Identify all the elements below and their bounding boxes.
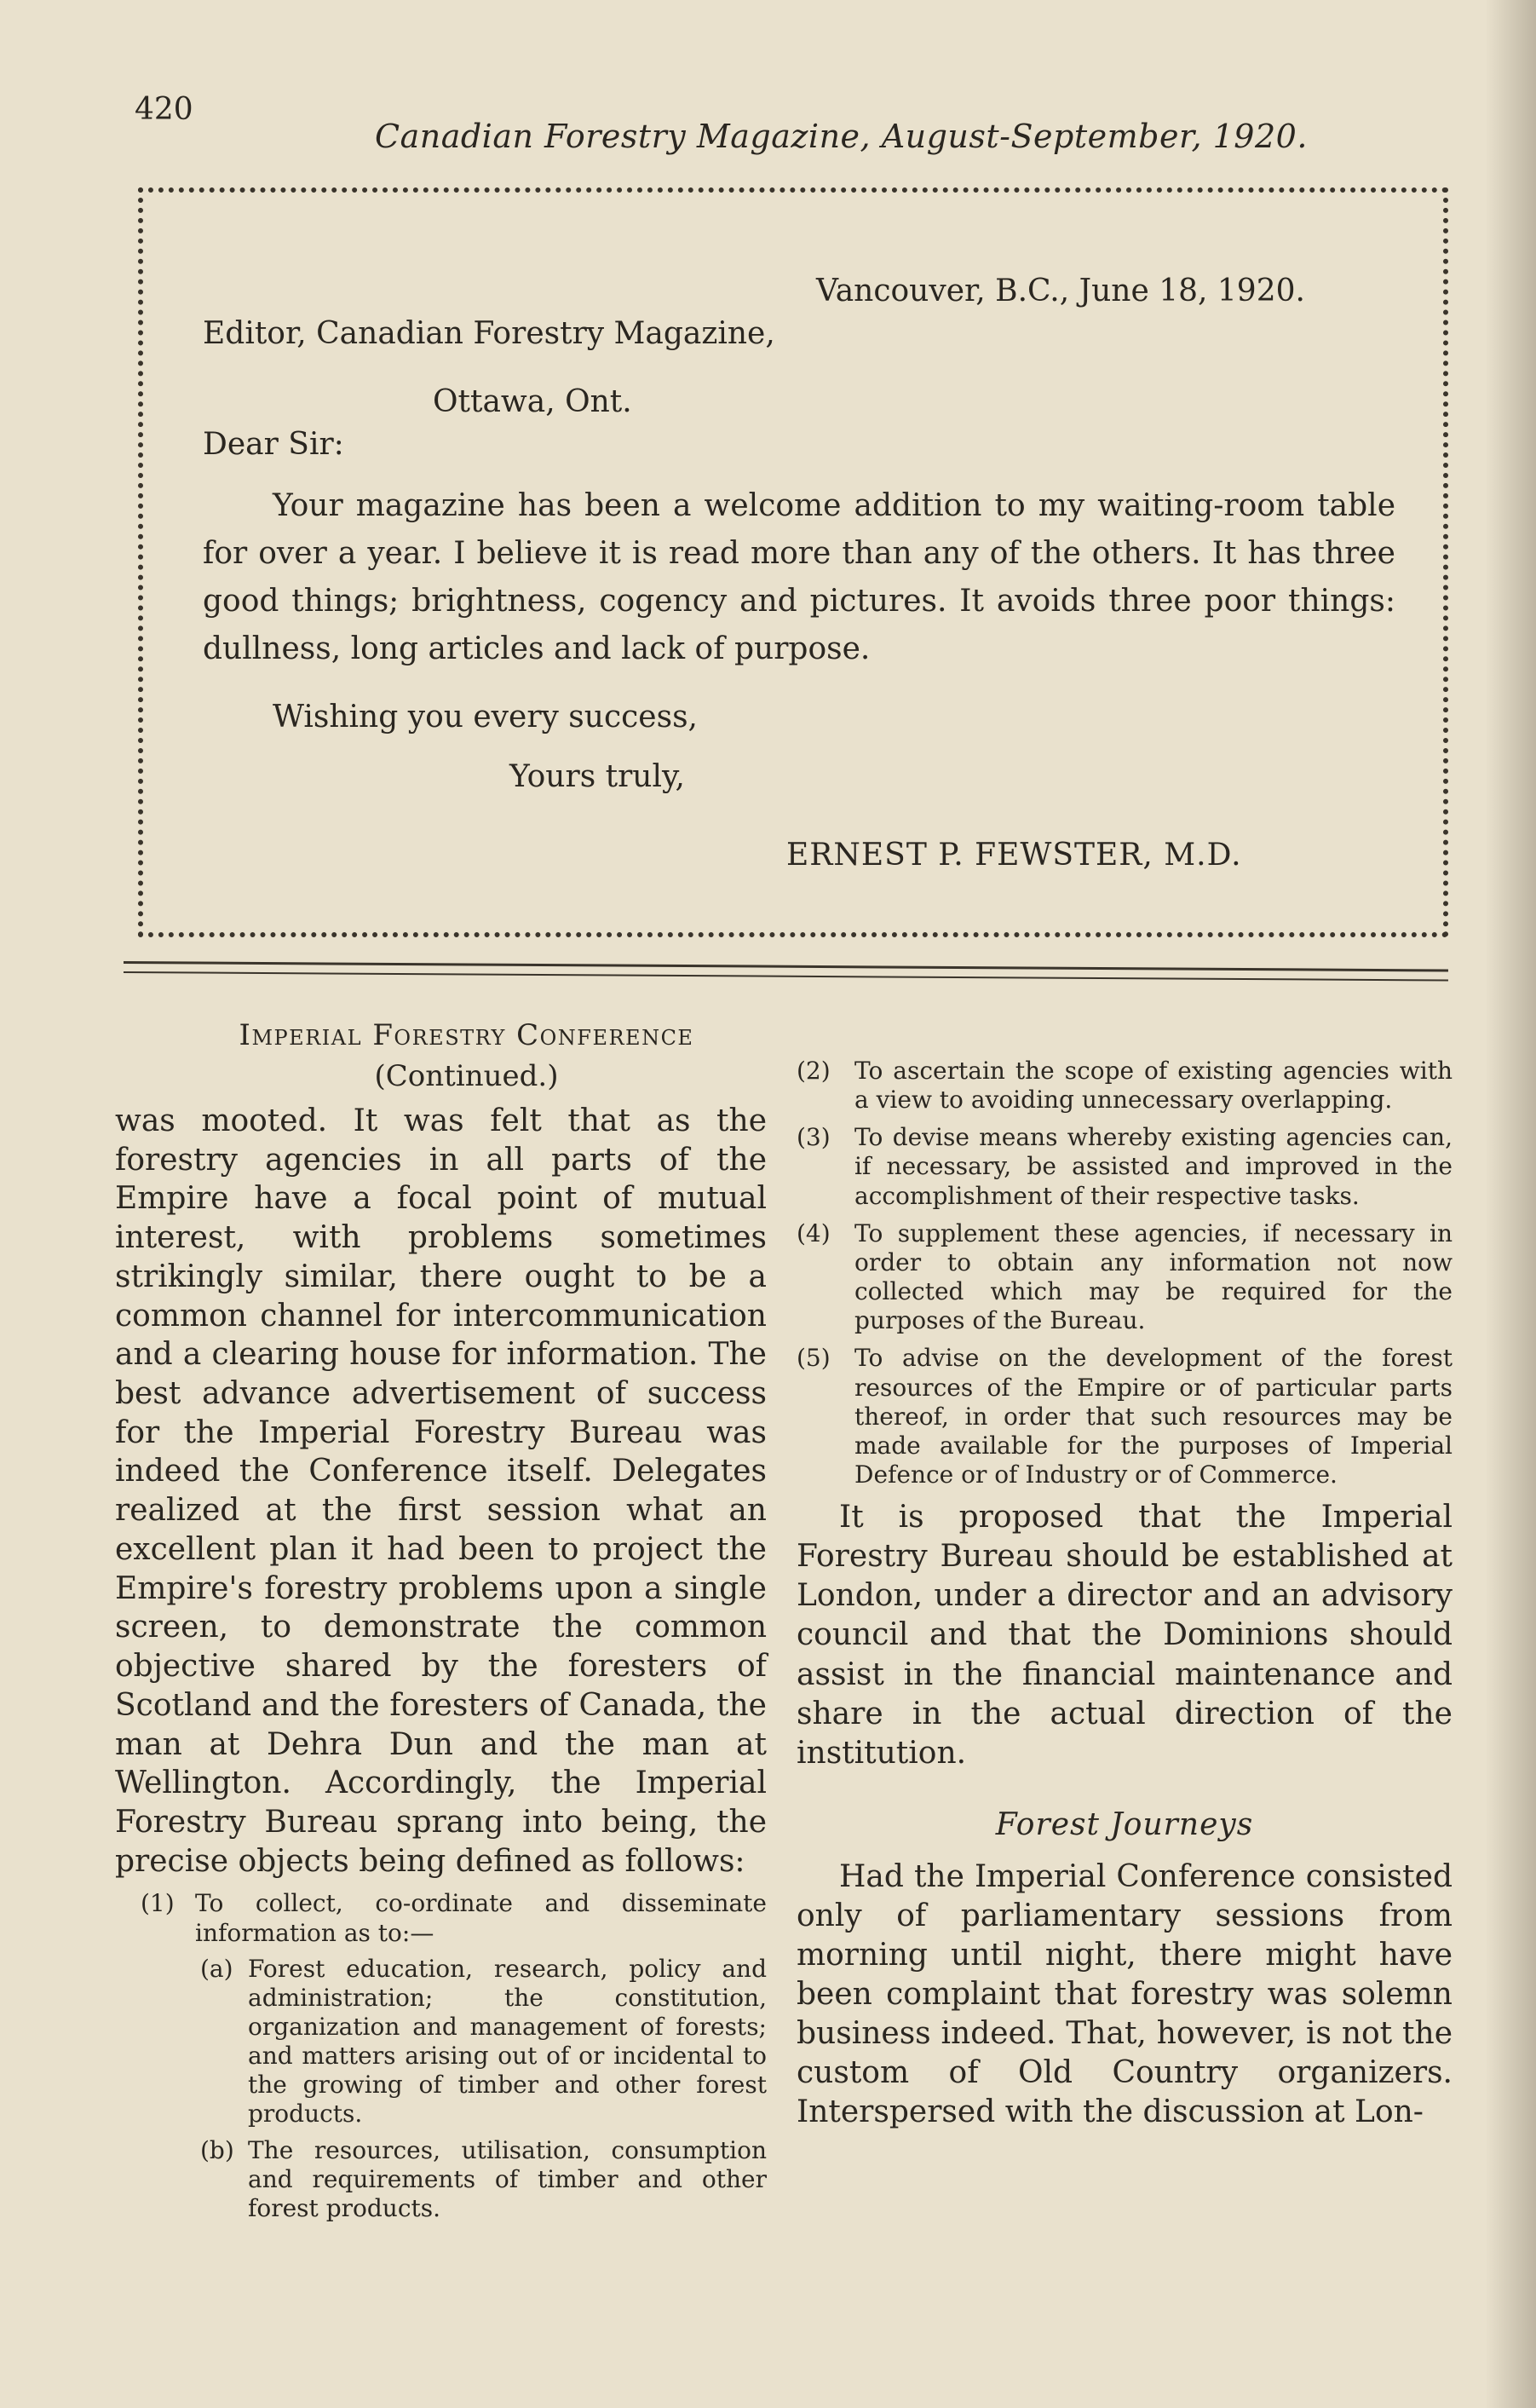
list-item xyxy=(797,1219,1453,1336)
list-item xyxy=(797,1344,1453,1489)
divider-rule xyxy=(124,961,1448,971)
sub-list-item xyxy=(200,2136,767,2223)
page-header xyxy=(128,92,1308,160)
sub-list-item-text: The resources, utilisation, consumption and requirements of timber and other forest products. xyxy=(248,2135,767,2222)
list-item-text: To devise means whereby existing agencies can, if necessary, be assisted and improved in the accomplishment of their respective tasks. xyxy=(854,1123,1453,1210)
list-item-text: To ascertain the scope of existing agencies with a view to avoiding unnecessary overlapping. xyxy=(854,1057,1453,1115)
letter-body: Your magazine has been a welcome addition to my waiting-room table for over a year. I believe it is read more than any of the others. It has three good things; brightness, cogency and pictures. It avoids three poor things: dullness, long articles and lack of purpose. xyxy=(203,488,1395,667)
letter xyxy=(143,193,1443,932)
letter-addressee: Editor, Canadian Forestry Magazine, xyxy=(203,316,775,351)
page-number: 420 xyxy=(135,92,193,127)
list-item xyxy=(797,1057,1453,1115)
divider-rule xyxy=(124,971,1448,981)
letter-signature: ERNEST P. FEWSTER, M.D. xyxy=(786,838,1242,873)
letter-address-city: Ottawa, Ont. xyxy=(433,384,632,419)
article-title: Imperial Forestry Conference xyxy=(239,1018,694,1052)
right-column xyxy=(797,1057,1453,2132)
list-item xyxy=(797,1123,1453,1210)
letter-box xyxy=(138,187,1448,937)
list-item xyxy=(115,1889,767,1947)
list-item-text: To collect, co-ordinate and disseminate information as to:— xyxy=(195,1889,767,1947)
article-paragraph: was mooted. It was felt that as the forestry agencies in all parts of the Empire have a focal point of mutual interest, with problems sometimes strikingly similar, there ought to be a common channel for intercommunication and a clearing house for information. The best advance advertisement of success for the Imperial Forestry Bureau was indeed the Conference itself. Delegates realized at the first session what an excellent plan it had been to project the Empire's forestry problems upon a single screen, to demonstrate the common objective shared by the foresters of Scotland and the foresters of Canada, the man at Dehra Dun and the man at Wellington. Accordingly, the Imperial Forestry Bureau sprang into being, the precise objects being defined as follows: xyxy=(115,1103,767,1879)
list-item-number: (4) xyxy=(797,1218,831,1247)
letter-valediction: Yours truly, xyxy=(509,759,685,794)
continued-note: (Continued.) xyxy=(374,1059,559,1093)
proposal-paragraph: It is proposed that the Imperial Forestry Bureau should be established at London, under a director and an advisory council and that the Dominions should assist in the financial maintenance and share in the actual direction of the institution. xyxy=(797,1500,1453,1771)
list-item-number: (3) xyxy=(797,1123,831,1152)
letter-place-date: Vancouver, B.C., June 18, 1920. xyxy=(816,274,1305,308)
running-title: Canadian Forestry Magazine, August-September, 1920. xyxy=(375,118,1308,155)
sub-list-item-text: Forest education, research, policy and administration; the constitution, organization and management of forests; and matters arising out of or incidental to the growing of timber and other forest products. xyxy=(248,1954,767,2129)
sub-list-item-letter: (b) xyxy=(200,2135,234,2164)
list-item-number: (5) xyxy=(797,1344,831,1373)
journeys-paragraph: Had the Imperial Conference consisted only of parliamentary sessions from morning until night, there might have been complaint that forestry was solemn business indeed. That, however, is not the custom of Old Country organizers. Interspersed with the discussion at Lon- xyxy=(797,1858,1453,2130)
page-edge-shadow xyxy=(1485,0,1536,2408)
list-item-number: (1) xyxy=(141,1889,175,1918)
sub-list-item xyxy=(200,1955,767,2129)
letter-closing: Wishing you every success, xyxy=(273,700,698,734)
list-item-text: To supplement these agencies, if necessary in order to obtain any information not now collected which may be required for the purposes of the Bureau. xyxy=(854,1218,1453,1335)
left-column xyxy=(115,1018,767,2223)
letter-salutation: Dear Sir: xyxy=(203,427,344,462)
list-item-text: To advise on the development of the forest resources of the Empire or of particular parts thereof, in order that such resources may be made available for the purposes of Imperial Defence or of Industry or of Commerce. xyxy=(854,1344,1453,1489)
subheading: Forest Journeys xyxy=(995,1806,1254,1842)
list-item-number: (2) xyxy=(797,1057,831,1085)
sub-list-item-letter: (a) xyxy=(200,1954,233,1983)
